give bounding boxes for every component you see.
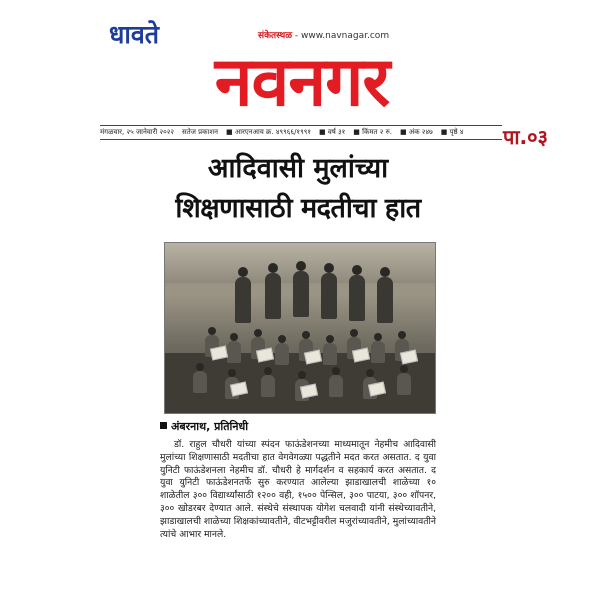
issue-number: ■ अंक २४७	[400, 128, 433, 136]
photo-adult	[293, 271, 309, 317]
photo-child	[275, 343, 289, 365]
tagline-url: - www.navnagar.com	[292, 31, 390, 41]
photo-adult	[377, 277, 393, 323]
byline-text: अंबरनाथ, प्रतिनिधी	[171, 420, 249, 433]
photo-child	[397, 373, 411, 395]
edition-label: सतेज प्रकाशन	[182, 128, 218, 136]
photo-child	[193, 371, 207, 393]
photo-child	[261, 375, 275, 397]
article-byline	[160, 419, 436, 435]
registration-number: ■ आरएनआय क्र. ४९९६६/१९९१	[226, 128, 311, 136]
page-count: ■ पृष्ठे ४	[440, 128, 464, 136]
photo-adult	[265, 273, 281, 319]
photo-child	[227, 341, 241, 363]
photo-adult	[349, 275, 365, 321]
dateline-strip	[100, 125, 502, 140]
headline-line-1: आदिवासी मुलांच्या	[207, 153, 389, 184]
headline-line-2: शिक्षणासाठी मदतीचा हात	[175, 193, 421, 224]
photo-child	[323, 343, 337, 365]
article-body: डॉ. राहुल चौधरी यांच्या स्पंदन फाऊंडेशनच्या माध्यमातून नेहमीच आदिवासी मुलांच्या शिक्षणासाठी मदतीचा हात वेगवेगळ्या पद्धतीने मदत करत असतात. द युवा युनिटी फाऊंडेशनला नेहमीच डॉ. चौधरी हे मार्गदर्शन व सहकार्य करत असतात. द युवा युनिटी फाऊंडेशनतर्फे सुरु करण्यात आलेल्या झाडाखालची शाळेच्या १० शाळेतील ३०० विद्यार्थ्यांसाठी १२०० वही, १५०० पेन्सिल, ३०० पाटया, ३०० शॉपनर, ३०० खोडरबर देण्यात आले. संस्थेचे संस्थापक योगेश चलवादी यांनी संस्थेच्यावतीने, झाडाखालची शाळेच्या शिक्षकांच्यावतीने, वीटभट्टीवरील मजुरांच्यावतीने, मुलांच्यावतीने त्यांचे आभार मानले.	[160, 439, 436, 540]
masthead-sub-brand: धावते	[109, 20, 160, 49]
photo-child	[329, 375, 343, 397]
page-reference: पा.०३	[503, 125, 548, 149]
tagline-label: संकेतस्थळ	[258, 31, 293, 41]
article-headline	[160, 150, 436, 230]
news-article	[160, 150, 436, 590]
price-label: ■ किंमत २ रु.	[353, 128, 393, 136]
bullet-square-icon	[160, 422, 167, 429]
issue-date: मंगळवार, २५ जानेवारी २०२२	[100, 128, 175, 136]
masthead-logo: नवनगर	[214, 43, 390, 122]
article-photo	[164, 242, 436, 414]
photo-adult	[321, 273, 337, 319]
photo-child	[371, 341, 385, 363]
masthead-tagline	[258, 30, 389, 42]
photo-adult	[235, 277, 251, 323]
volume-year: ■ वर्ष ३१	[319, 128, 346, 136]
